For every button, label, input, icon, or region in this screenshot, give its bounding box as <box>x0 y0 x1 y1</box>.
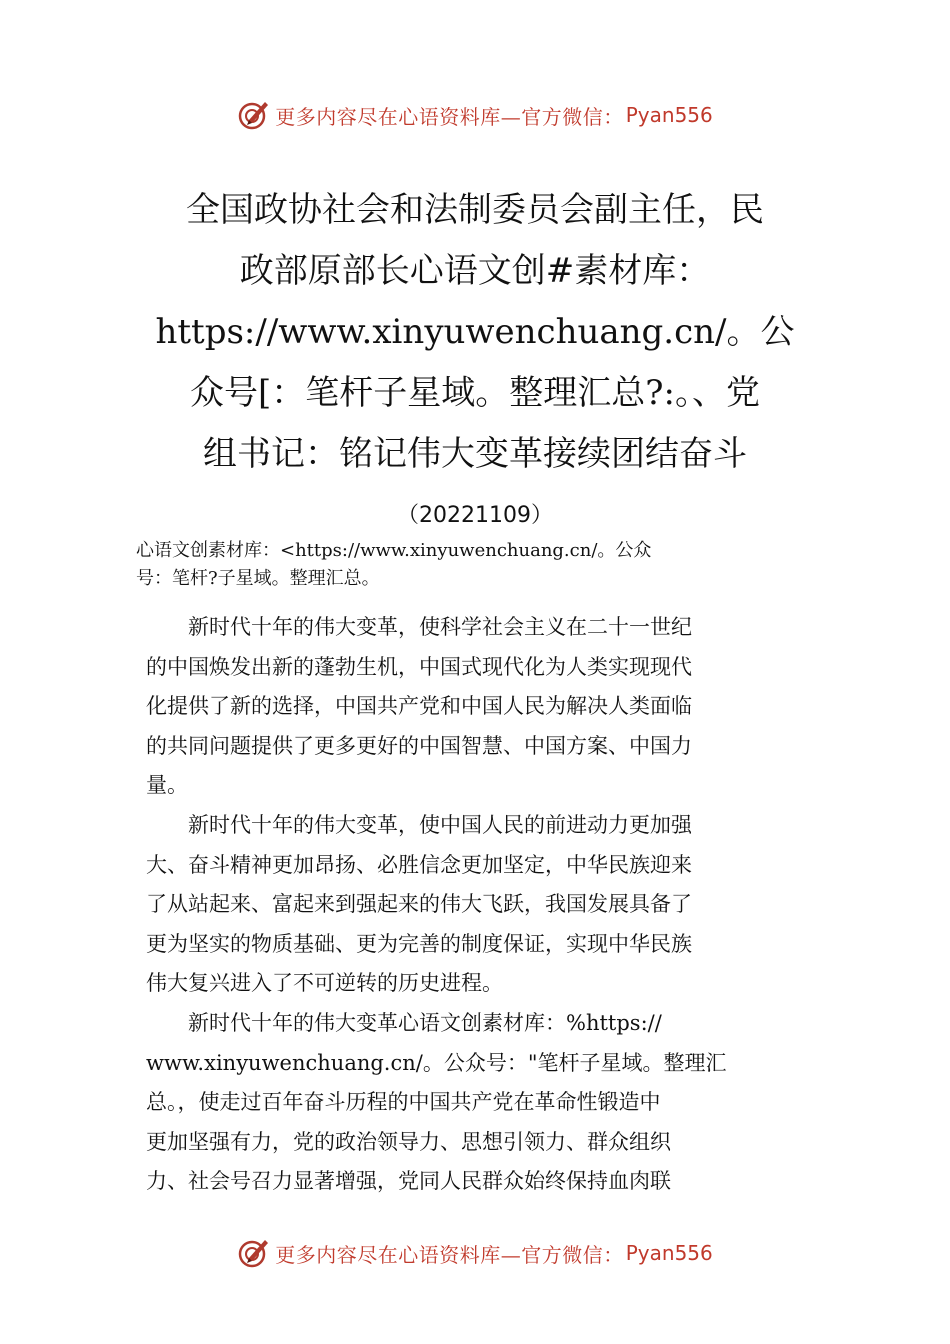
paragraph-2 <box>146 806 816 1004</box>
pen-logo-icon <box>237 1236 271 1270</box>
title-line: 组书记：铭记伟大变革接续团结奋斗 <box>203 434 747 474</box>
paragraph-line: 新时代十年的伟大变革，使科学社会主义在二十一世纪 <box>146 615 692 639</box>
banner-text: 更多内容尽在心语资料库—官方微信： <box>275 104 624 129</box>
title-line: 众号[：笔杆子星域。整理汇总?:。、党 <box>190 373 760 413</box>
paragraph-line: 的中国焕发出新的蓬勃生机，中国式现代化为人类实现现代 <box>146 654 692 679</box>
paragraph-line: 新时代十年的伟大变革，使中国人民的前进动力更加强 <box>146 813 692 837</box>
source-line: 心语文创素材库：<https://www.xinyuwenchuang.cn/。公众 <box>136 540 652 561</box>
source-note <box>136 537 826 593</box>
document-title <box>150 180 800 485</box>
paragraph-line: 量。 <box>146 773 188 797</box>
paragraph-line: www.xinyuwenchuang.cn/。公众号："笔杆子星域。整理汇 <box>146 1050 727 1075</box>
paragraph-line: 更加坚强有力，党的政治领导力、思想引领力、群众组织 <box>146 1129 671 1154</box>
footer-banner <box>0 1233 950 1273</box>
title-line: 政部原部长心语文创#素材库： <box>239 251 711 291</box>
paragraph-3 <box>146 1004 816 1202</box>
paragraph-line: 了从站起来、富起来到强起来的伟大飞跃，我国发展具备了 <box>146 892 692 916</box>
paragraph-line: 的共同问题提供了更多更好的中国智慧、中国方案、中国力 <box>146 733 692 758</box>
paragraph-line: 力、社会号召力显著增强，党同人民群众始终保持血肉联 <box>146 1169 671 1193</box>
wechat-id: Pyan556 <box>625 103 713 127</box>
paragraph-line: 总。，使走过百年奋斗历程的中国共产党在革命性锻造中 <box>146 1090 661 1114</box>
banner-text: 更多内容尽在心语资料库—官方微信： <box>275 1242 624 1267</box>
paragraph-line: 大、奋斗精神更加昂扬、必胜信念更加坚定，中华民族迎来 <box>146 852 692 877</box>
paragraph-1 <box>146 608 816 806</box>
pen-logo-icon <box>237 98 271 132</box>
paragraph-line: 新时代十年的伟大变革心语文创素材库：%https:// <box>146 1011 662 1035</box>
document-date: （20221109） <box>397 503 553 528</box>
source-line: 号：笔杆?子星域。整理汇总。 <box>136 568 380 589</box>
header-banner <box>0 95 950 135</box>
title-line: https://www.xinyuwenchuang.cn/。公 <box>155 312 795 352</box>
paragraph-line: 化提供了新的选择，中国共产党和中国人民为解决人类面临 <box>146 694 692 718</box>
wechat-id: Pyan556 <box>625 1241 713 1265</box>
title-line: 全国政协社会和法制委员会副主任，民 <box>186 190 764 230</box>
paragraph-line: 更为坚实的物质基础、更为完善的制度保证，实现中华民族 <box>146 931 692 956</box>
paragraph-line: 伟大复兴进入了不可逆转的历史进程。 <box>146 971 503 995</box>
